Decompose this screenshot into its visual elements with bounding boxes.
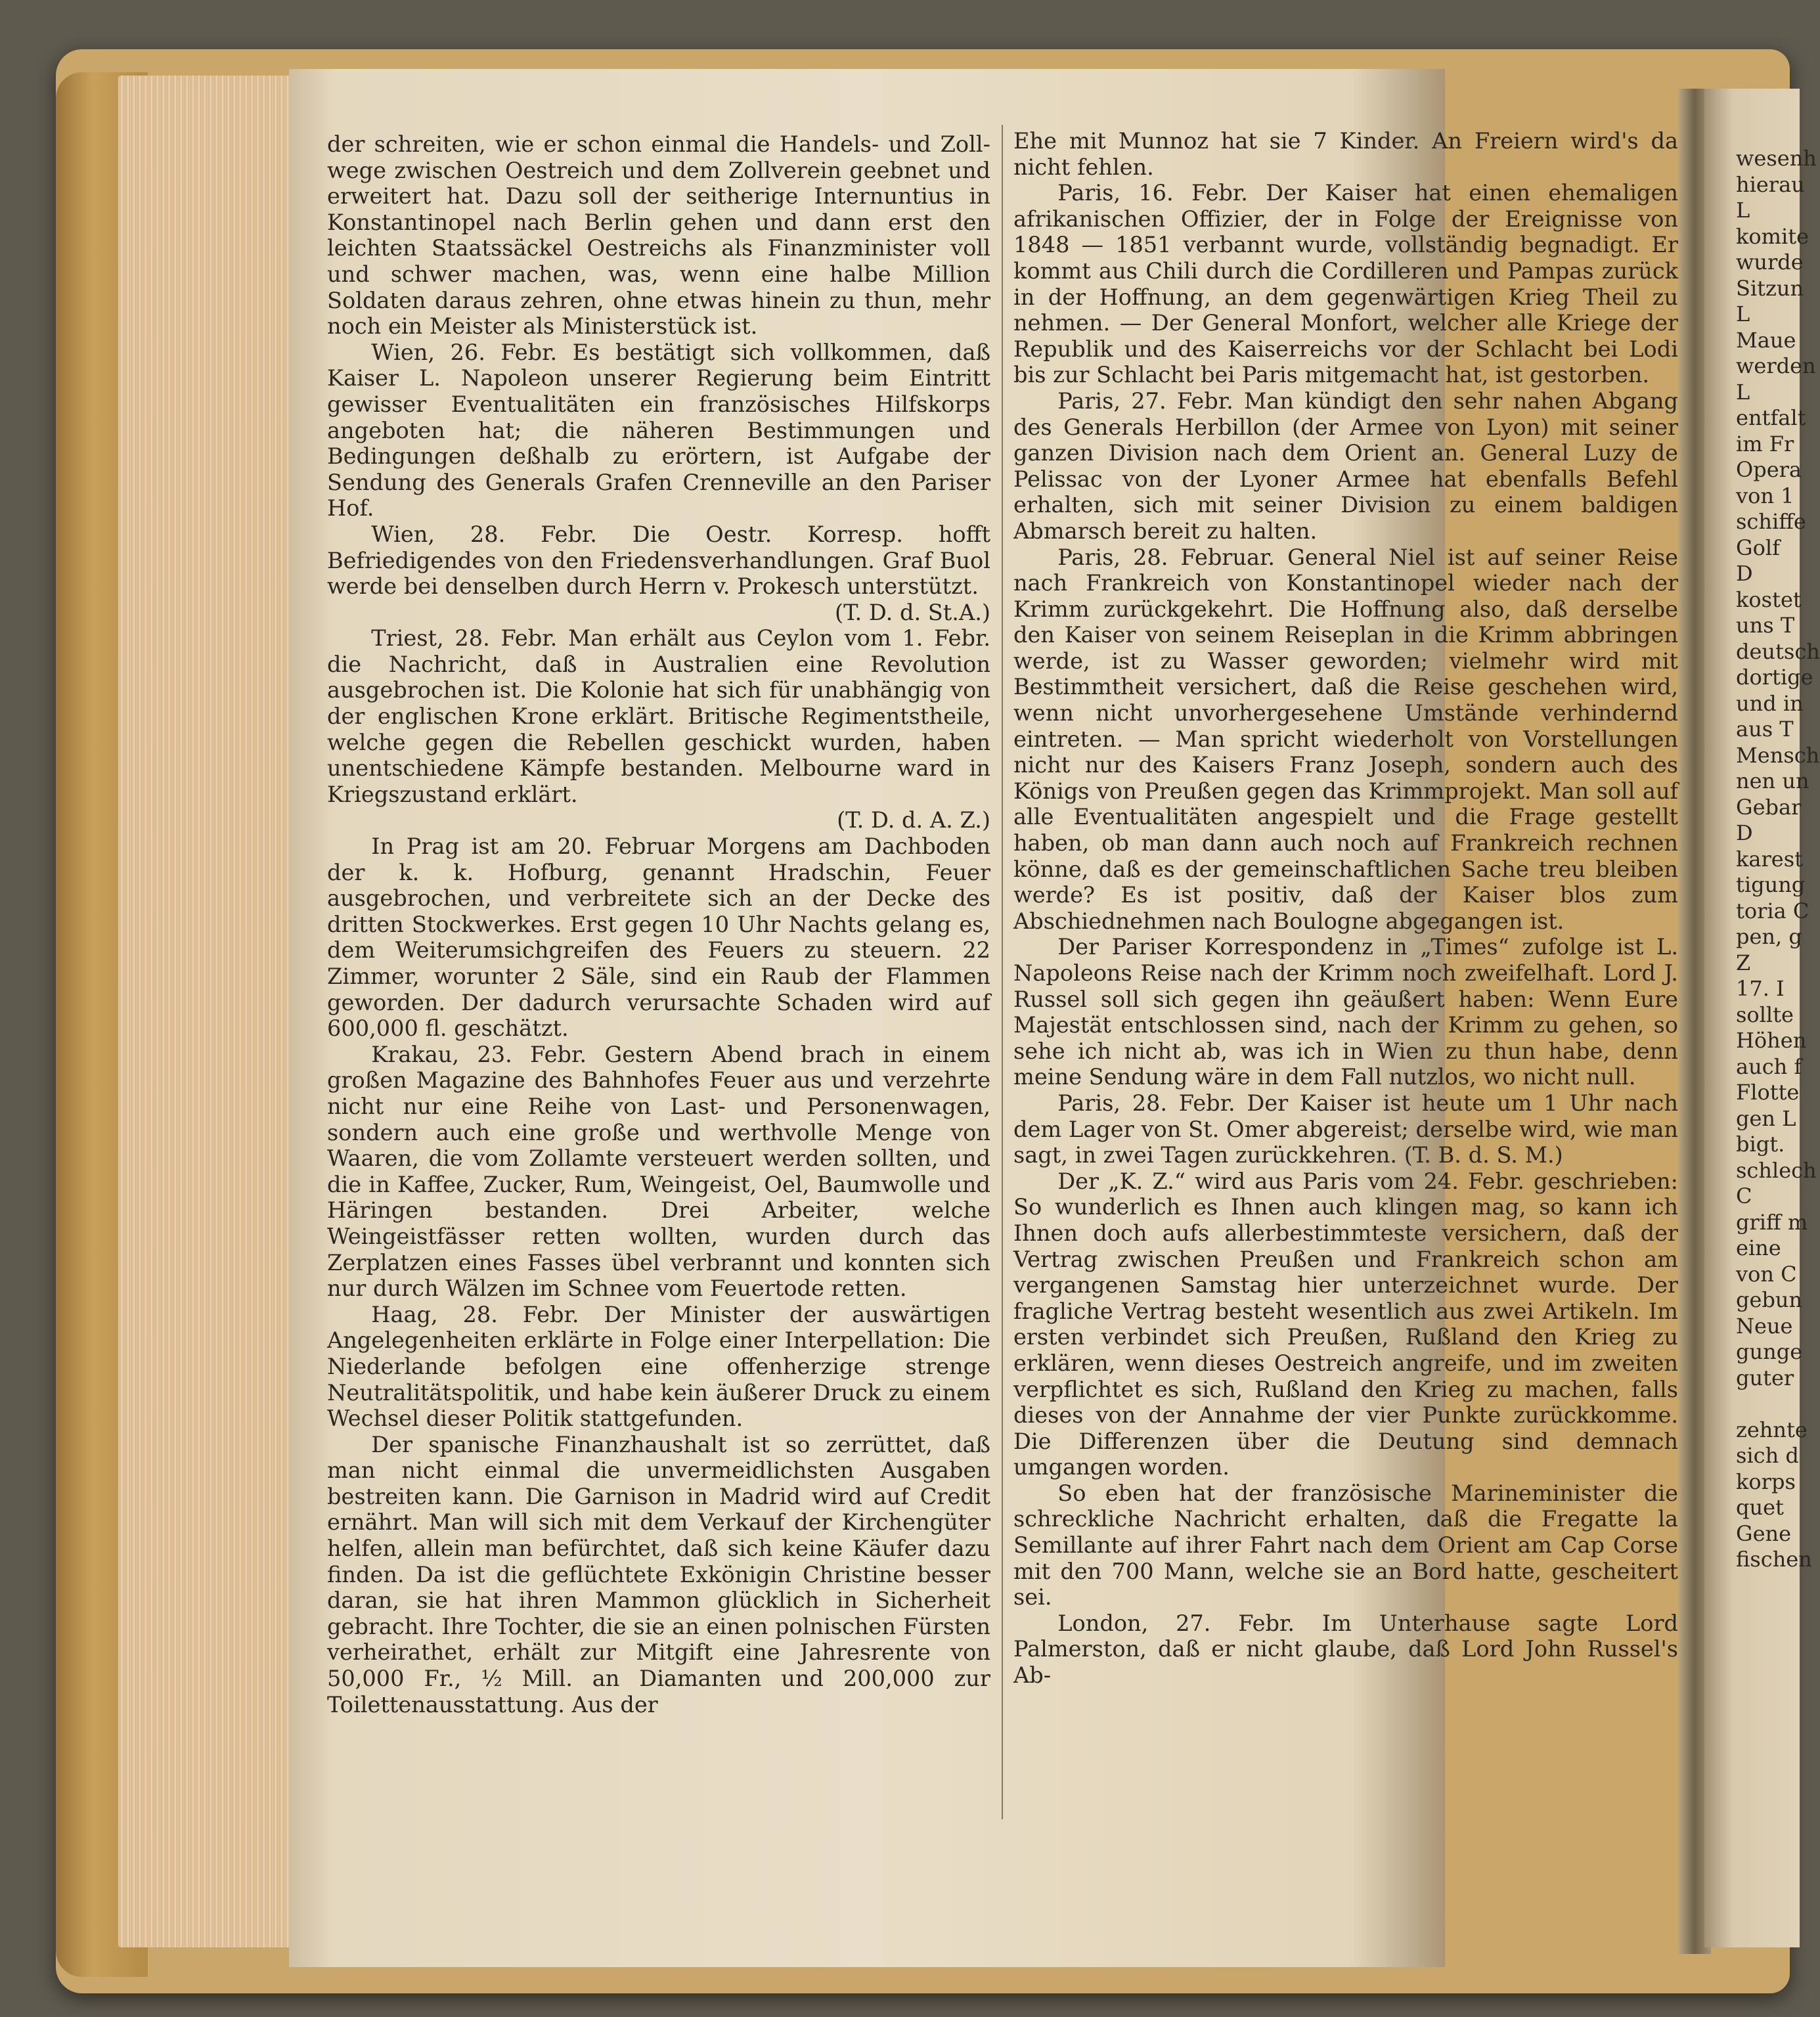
paragraph: Paris, 27. Febr. Man kündigt den sehr nahen Abgang des Generals Herbillon (der Armee von Lyon) mit seiner ganzen Division nach dem Orient an. General Luzy de Pelissac von der Lyoner Armee hat ebenfalls Befehl erhalten, sich mit seiner Division zu einem baldigen Abmarsch bereit zu halten. [1013,388,1678,544]
clipped-line: korps [1736,1469,1796,1494]
clipped-line: D [1736,820,1753,845]
clipped-line: eine [1736,1235,1781,1260]
clipped-line: gebun [1736,1287,1803,1312]
clipped-line: Z [1736,950,1751,975]
clipped-line: gen L [1736,1105,1796,1131]
clipped-line: fischen [1736,1547,1812,1572]
clipped-line: komite [1736,223,1809,249]
paragraph: Wien, 26. Febr. Es bestätigt sich vollkommen, daß Kaiser L. Napoleon unserer Regierung beim Eintritt gewisser Eventualitäten ein französisches Hilfskorps angeboten hat; die näheren Bestimmungen und Bedingungen deßhalb zu erörtern, ist Aufgabe der Sendung des Generals Grafen Crenneville an den Pariser Hof. [327,339,990,521]
paragraph: London, 27. Febr. Im Unterhause sagte Lord Palmerston, daß er nicht glaube, daß Lord John Russel's Ab- [1013,1610,1678,1689]
clipped-line: schiffe [1736,509,1806,534]
clipped-line: aus T [1736,717,1794,742]
paragraph: Triest, 28. Febr. Man erhält aus Ceylon vom 1. Febr. die Nachricht, daß in Australien eine Revolution ausgebrochen ist. Die Kolonie hat sich für unabhängig von der englischen Krone erklärt. Britische Regimentstheile, welche gegen die Rebellen geschickt wurden, haben unentschiedene Kämpfe bestanden. Melbourne ward in Kriegszustand erklärt. [327,625,990,807]
clipped-line: schlech [1736,1157,1817,1183]
text-column-2 [1013,128,1678,1689]
clipped-line: kostet [1736,587,1802,612]
source-citation: (T. D. d. A. Z.) [837,807,990,833]
paragraph: Der „K. Z.“ wird aus Paris vom 24. Febr. geschrieben: So wunderlich es Ihnen auch klingen mag, so kann ich Ihnen doch aufs allerbestimmteste versichern, daß der Vertrag zwischen Preußen und Frankreich schon am vergangenen Samstag hier unterzeichnet wurde. Der fragliche Vertrag besteht wesentlich aus zwei Artikeln. Im ersten verbindet sich Preußen, Rußland den Krieg zu erklären, wenn dieses Oestreich angreife, und im zweiten verpflichtet es sich, Rußland den Krieg zu machen, falls dieses von der Annahme der vier Punkte zurückkomme. Die Differenzen über die Deutung sind demnach umgangen worden. [1013,1168,1678,1480]
clipped-line: hierau [1736,171,1805,197]
clipped-line: 17. I [1736,976,1785,1001]
clipped-line: bigt. [1736,1132,1785,1157]
paragraph: Der Pariser Korrespondenz in „Times“ zufolge ist L. Napoleons Reise nach der Krimm noch zweifelhaft. Lord J. Russel soll sich gegen ihn geäußert haben: Wenn Eure Majestät entschlossen sind, nach der Krimm zu gehen, so sehe ich nicht ab, was ich in Wien zu thun habe, denn meine Sendung wäre in dem Fall nutzlos, wo nicht null. [1013,934,1678,1090]
clipped-line: Mensch [1736,742,1820,768]
clipped-line: im Fr [1736,431,1794,456]
clipped-line: sollte [1736,1002,1794,1027]
clipped-line: tigung [1736,872,1806,897]
text-column-1 [327,131,990,1718]
paragraph: Wien, 28. Febr. Die Oestr. Korresp. hofft Befriedigendes von den Friedensverhandlungen. Graf Buol werde bei denselben durch Herrn v. Prokesch unterstützt. [327,521,990,600]
clipped-line: guter [1736,1365,1794,1390]
clipped-line: wesenh [1736,146,1817,171]
clipped-line: wurde [1736,250,1804,275]
clipped-line: karest [1736,846,1803,872]
clipped-line: griff m [1736,1209,1808,1235]
clipped-line: von 1 [1736,483,1794,508]
paragraph: Der spanische Finanzhaushalt ist so zerrüttet, daß man nicht einmal die unvermeidlichsten Ausgaben bestreiten kann. Die Garnison in Madrid wird auf Credit ernährt. Man will sich mit dem Verkauf der Kirchengüter helfen, allein man befürchtet, daß sich keine Käufer dazu finden. Da ist die geflüchtete Exkönigin Christine besser daran, sie hat ihren Mammon glücklich in Sicherheit gebracht. Ihre Tochter, die sie an einen polnischen Fürsten verheirathet, erhält zur Mitgift eine Jahresrente von 50,000 Fr., ½ Mill. an Diamanten und 200,000 zur Toilettenausstattung. Aus der [327,1431,990,1718]
clipped-line: L [1736,379,1750,405]
clipped-line: sich d [1736,1443,1799,1468]
clipped-line: nen un [1736,768,1809,793]
source-citation: (T. D. d. St.A.) [834,599,990,625]
clipped-line: Flotte [1736,1080,1800,1105]
clipped-line: D [1736,561,1753,586]
clipped-line: deutsch [1736,638,1820,664]
clipped-line: auch f [1736,1053,1802,1079]
paragraph: In Prag ist am 20. Februar Morgens am Dachboden der k. k. Hofburg, genannt Hradschin, Feuer ausgebrochen, und verbreitete sich an der Decke des dritten Stockwerkes. Erst gegen 10 Uhr Nachts gelang es, dem Weiterumsichgreifen des Feuers zu steuern. 22 Zimmer, worunter 2 Säle, sind ein Raub der Flammen geworden. Der dadurch verursachte Schaden wird auf 600,000 fl. geschätzt. [327,833,990,1042]
paragraph: Paris, 16. Febr. Der Kaiser hat einen ehemaligen afrikanischen Offizier, der in Folge der Ereignisse von 1848 — 1851 verbannt wurde, vollständig begnadigt. Er kommt aus Chili durch die Cordilleren und Pampas zurück in der Hoffnung, an dem gegenwärtigen Krieg Theil zu nehmen. — Der General Monfort, welcher alle Kriege der Republik und des Kaiserreichs vor der Schlacht bei Lodi bis zur Schlacht bei Paris mitgemacht hat, ist gestorben. [1013,180,1678,388]
clipped-line: werden [1736,353,1816,378]
clipped-line: uns T [1736,613,1795,638]
clipped-line: und in [1736,690,1804,716]
clipped-line [1736,1391,1800,1417]
paragraph: Paris, 28. Februar. General Niel ist auf seiner Reise nach Frankreich von Konstantinopel wieder nach der Krimm zurückgekehrt. Die Hoffnung also, daß derselbe den Kaiser von seinem Reiseplan in die Krimm abbringen werde, ist zu Wasser geworden; vielmehr wird mit Bestimmtheit versichert, daß die Reise geschehen wird, wenn nicht unvorhergesehene Umstände verhindernd eintreten. — Man spricht wiederholt von Vorstellungen nicht nur des Kaisers Franz Joseph, sondern auch des Königs von Preußen gegen das Krimmprojekt. Man soll auf alle Eventualitäten angespielt und die Frage gestellt haben, ob man dann auch noch auf Frankreich rechnen könne, daß es der gemeinschaftlichen Sache treu bleiben werde? Es ist positiv, daß der Kaiser blos zum Abschiednehmen nach Boulogne abgegangen ist. [1013,544,1678,934]
clipped-line: Neue [1736,1313,1793,1339]
clipped-line: entfalt [1736,405,1806,430]
clipped-line: Opera [1736,457,1802,482]
clipped-line: Golf [1736,535,1780,560]
paragraph: Krakau, 23. Febr. Gestern Abend brach in einem großen Magazine des Bahnhofes Feuer aus und verzehrte nicht nur eine Reihe von Last- und Personenwagen, sondern auch eine große und werthvolle Menge von Waaren, die vom Zollamte versteuert werden sollten, und die in Kaffee, Zucker, Rum, Weingeist, Oel, Baumwolle und Häringen bestanden. Drei Arbeiter, welche Weingeistfässer retten wollten, wurden durch das Zerplatzen eines Fasses übel verbrannt und konnten sich nur durch Wälzen im Schnee vom Feuertode retten. [327,1041,990,1302]
clipped-line: toria C [1736,898,1809,923]
clipped-line: L [1736,301,1750,326]
paragraph: der schreiten, wie er schon einmal die Handels- und Zollwege zwischen Oestreich und dem Zollverein geebnet und erweitert hat. Dazu soll der seitherige Internuntius in Konstantinopel nach Berlin gehen und dann erst den leichten Staatssäckel Oestreichs als Finanzminister voll und schwer machen, was, wenn eine halbe Million Soldaten daraus zehren, ohne etwas hinein zu thun, mehr noch ein Meister als Ministerstück ist. [327,131,990,340]
text-column-3-clipped [1736,146,1820,1573]
paragraph: Paris, 28. Febr. Der Kaiser ist heute um 1 Uhr nach dem Lager von St. Omer abgereist; derselbe wird, wie man sagt, in zwei Tagen zurückkehren. (T. B. d. S. M.) [1013,1090,1678,1168]
clipped-line: Gene [1736,1520,1792,1546]
paragraph: Haag, 28. Febr. Der Minister der auswärtigen Angelegenheiten erklärte in Folge einer Interpellation: Die Niederlande befolgen eine offenherzige strenge Neutralitätspolitik, und habe kein äußerer Druck zu einem Wechsel dieser Politik stattgefunden. [327,1301,990,1432]
clipped-line: gunge [1736,1339,1803,1364]
clipped-line: L [1736,198,1750,223]
clipped-line: Höhen [1736,1028,1807,1053]
clipped-line: zehnte [1736,1417,1808,1442]
clipped-line: C [1736,1184,1752,1208]
clipped-line: dortige [1736,665,1813,690]
clipped-line: Maue [1736,327,1796,353]
paragraph: Ehe mit Munnoz hat sie 7 Kinder. An Freiern wird's da nicht fehlen. [1013,128,1678,180]
clipped-line: pen, g [1736,924,1802,949]
column-divider [1002,125,1003,1819]
clipped-line: Sitzun [1736,275,1804,301]
paragraph: So eben hat der französische Marineminister die schreckliche Nachricht erhalten, daß die Fregatte la Semillante auf ihrer Fahrt nach dem Orient am Cap Corse mit den 700 Mann, welche sie an Bord hatte, gescheitert sei. [1013,1480,1678,1610]
clipped-line: quet [1736,1495,1784,1520]
clipped-line: Gebar [1736,794,1802,820]
clipped-line: von C [1736,1261,1797,1287]
